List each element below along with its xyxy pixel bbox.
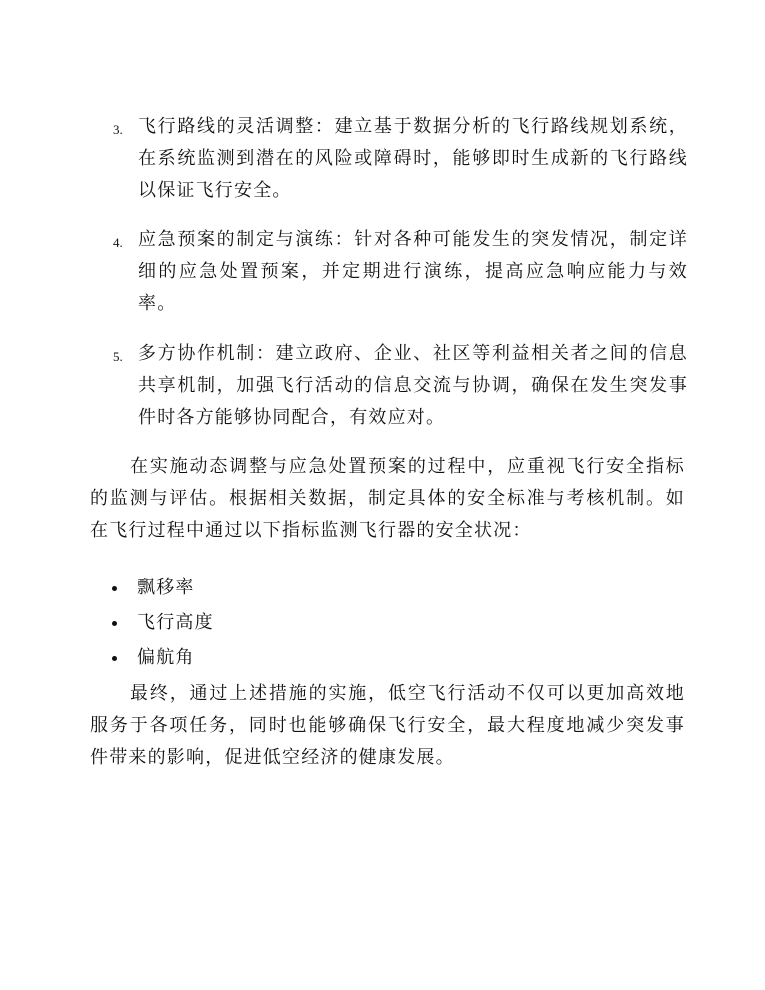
indicator-list: [112, 570, 214, 675]
item-text: 多方协作机制：建立政府、企业、社区等利益相关者之间的信息共享机制，加强飞行活动的信息交流与协调，确保在发生突发事件时各方能够协同配合，有效应对。: [138, 343, 688, 428]
list-item: [112, 640, 214, 675]
bullet-icon: [112, 621, 117, 626]
item-text: 飞行路线的灵活调整：建立基于数据分析的飞行路线规划系统，在系统监测到潜在的风险或障碍时，能够即时生成新的飞行路线以保证飞行安全。: [138, 116, 688, 201]
item-number: 5.: [113, 349, 123, 364]
paragraph-conclusion: 最终，通过上述措施的实施，低空飞行活动不仅可以更加高效地服务于各项任务，同时也能够确保飞行安全，最大程度地减少突发事件带来的影响，促进低空经济的健康发展。: [90, 683, 685, 768]
numbered-item-5: [113, 338, 688, 434]
item-number: 3.: [113, 122, 123, 137]
list-item: [112, 570, 214, 605]
list-item-text: 飘移率: [137, 577, 195, 598]
bullet-icon: [112, 656, 117, 661]
list-item: [112, 605, 214, 640]
list-item-text: 偏航角: [137, 647, 195, 668]
bullet-icon: [112, 586, 117, 591]
numbered-item-4: [113, 224, 688, 320]
paragraph-safety-indicators: 在实施动态调整与应急处置预案的过程中，应重视飞行安全指标的监测与评估。根据相关数据，制定具体的安全标准与考核机制。如在飞行过程中通过以下指标监测飞行器的安全状况：: [90, 456, 685, 541]
list-item-text: 飞行高度: [137, 612, 214, 633]
item-text: 应急预案的制定与演练：针对各种可能发生的突发情况，制定详细的应急处置预案，并定期进行演练，提高应急响应能力与效率。: [138, 229, 688, 314]
item-number: 4.: [113, 235, 123, 250]
numbered-item-3: [113, 111, 688, 207]
